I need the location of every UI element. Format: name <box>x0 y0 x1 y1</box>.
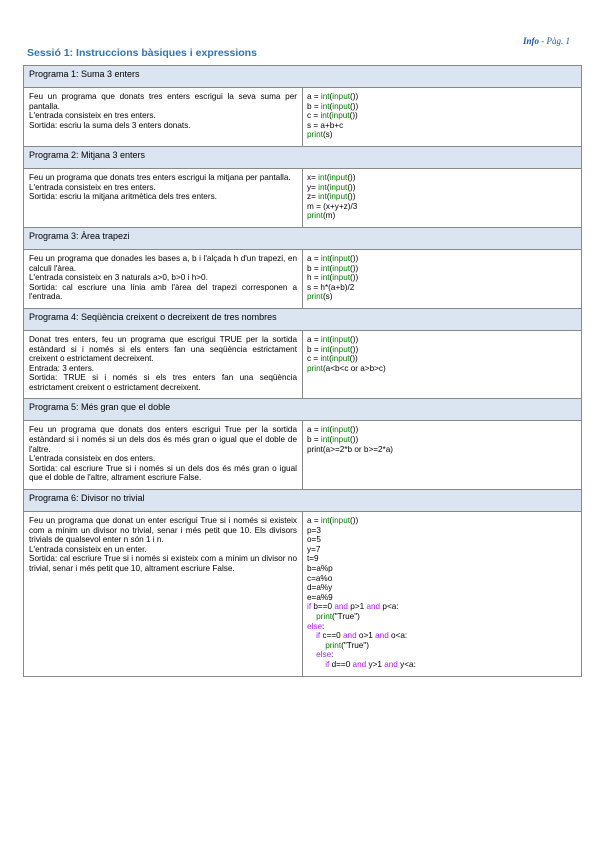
code-text: a = <box>307 92 321 101</box>
code-text: ( <box>329 334 333 344</box>
code-text: print(a>=2*b or b>=2*a) <box>307 444 394 454</box>
code-builtin: print <box>325 640 342 650</box>
code-builtin: input <box>329 172 348 182</box>
code-text: ()) <box>350 516 359 526</box>
code-text: ( <box>329 516 333 526</box>
code-text <box>307 612 316 621</box>
code-line <box>307 612 576 622</box>
code-text: (a<b<c or a>b>c) <box>322 363 386 373</box>
code-text: s = h*(a+b)/2 <box>307 282 355 292</box>
code-builtin: input <box>332 273 351 283</box>
code-text: b = <box>307 435 321 445</box>
code-line <box>307 425 576 435</box>
program-header-row <box>24 490 582 512</box>
code-text: m = (x+y+z)/3 <box>307 201 358 211</box>
code-builtin: int <box>318 192 327 202</box>
program-description <box>24 330 303 399</box>
description-line: Sortida: TRUE si i només si els tres enters fan una seqüència estrictament creixent o estrictament decreixent. <box>29 373 297 392</box>
code-builtin: input <box>332 92 351 101</box>
code-builtin: input <box>332 101 351 111</box>
code-text: ( <box>329 101 333 111</box>
code-text: a = <box>307 425 321 435</box>
description-line: Feu un programa que donats tres enters escrigui la mitjana per pantalla. <box>29 172 291 182</box>
code-text: ()) <box>350 425 359 435</box>
code-builtin: input <box>332 516 351 526</box>
description-line: Sortida: cal escriure True si i només si existeix com a mínim un divisor no trivial, senar i més petit que 10, altrament escriure False. <box>29 554 297 573</box>
code-builtin: int <box>320 354 330 364</box>
code-line <box>307 283 576 293</box>
code-text: o>1 <box>356 631 376 641</box>
code-line <box>307 545 576 555</box>
code-line <box>307 564 576 574</box>
code-line <box>307 516 576 526</box>
code-text: b = <box>307 344 321 354</box>
code-builtin: print <box>307 363 323 373</box>
code-builtin: print <box>307 211 323 221</box>
code-line <box>307 173 576 183</box>
code-text: ()) <box>350 344 359 354</box>
code-line <box>307 554 576 564</box>
code-line <box>307 435 576 445</box>
code-builtin: input <box>332 334 351 344</box>
code-text: ( <box>329 263 333 273</box>
code-line <box>307 574 576 584</box>
code-line <box>307 254 576 264</box>
program-body-row <box>24 88 582 147</box>
code-text <box>307 631 316 640</box>
program-code <box>303 421 582 490</box>
program-description <box>24 512 303 677</box>
code-line <box>307 202 576 212</box>
code-text: p>1 <box>348 602 367 612</box>
code-text: ( <box>326 172 330 182</box>
code-text: y>1 <box>366 659 385 669</box>
code-text: (s) <box>322 292 333 302</box>
code-line <box>307 130 576 140</box>
code-text <box>307 650 316 659</box>
code-text: (s) <box>322 130 333 140</box>
code-text: ( <box>329 253 333 263</box>
code-text: ()) <box>347 192 356 202</box>
code-line <box>307 660 576 670</box>
code-keyword: and <box>352 659 367 669</box>
code-builtin: int <box>320 111 330 121</box>
program-body-row <box>24 512 582 677</box>
code-line <box>307 593 576 603</box>
description-line: Donat tres enters, feu un programa que escrigui TRUE per la sortida estàndard si i només si els enters fan una seqüència estrictament creixent o estrictament decreixent. <box>29 334 297 364</box>
code-text: a = <box>307 253 321 263</box>
code-line <box>307 121 576 131</box>
code-builtin: print <box>307 130 323 140</box>
code-builtin: input <box>332 253 351 263</box>
code-builtin: int <box>320 92 330 101</box>
code-text: y= <box>307 182 319 192</box>
code-text: x= <box>307 172 319 182</box>
code-text: ()) <box>347 172 356 182</box>
code-text: : <box>322 621 325 631</box>
code-text: c = <box>307 111 321 121</box>
code-text: c=a%o <box>307 573 333 583</box>
code-text: b==0 <box>311 602 335 612</box>
program-description <box>24 421 303 490</box>
code-text: d=a%y <box>307 583 333 593</box>
code-builtin: print <box>307 292 323 302</box>
description-line: L'entrada consisteix en un enter. <box>29 544 147 554</box>
code-text: ( <box>329 354 332 364</box>
code-keyword: if <box>316 631 321 641</box>
code-text: p<a: <box>380 602 399 612</box>
code-builtin: int <box>320 435 330 445</box>
code-text: ()) <box>350 435 359 445</box>
code-line <box>307 211 576 221</box>
code-line <box>307 535 576 545</box>
code-text: h = <box>307 273 321 283</box>
code-text: (m) <box>322 211 336 221</box>
code-keyword: and <box>375 631 389 641</box>
program-code <box>303 512 582 677</box>
code-text: p=3 <box>307 525 321 535</box>
code-text: z= <box>307 192 319 202</box>
code-builtin: int <box>320 425 330 435</box>
program-code <box>303 249 582 308</box>
code-text: ( <box>329 92 333 101</box>
program-title: Programa 6: Divisor no trivial <box>24 490 582 512</box>
code-line <box>307 364 576 374</box>
description-line: Feu un programa que donades les bases a, b i l'alçada h d'un trapezi, en calculi l'àrea. <box>29 253 297 273</box>
code-text: ()) <box>350 334 359 344</box>
program-description <box>24 168 303 227</box>
program-header-row <box>24 399 582 421</box>
code-text: ()) <box>349 354 358 364</box>
program-header-row <box>24 146 582 168</box>
description-line: Feu un programa que donat un enter escrigui True si i només si existeix com a mínim un divisor no trivial, senar i més petit que 10. Els divisors trivials de qualsevol enter n són 1 i n. <box>29 516 297 545</box>
code-text: ("True") <box>332 611 360 621</box>
code-builtin: int <box>318 182 327 192</box>
code-line <box>307 526 576 536</box>
code-text: y<a: <box>397 659 416 669</box>
code-line <box>307 183 576 193</box>
code-builtin: input <box>331 354 350 364</box>
code-builtin: int <box>320 253 330 263</box>
code-line <box>307 602 576 612</box>
code-text: ("True") <box>341 640 369 650</box>
code-text: a = <box>307 334 321 344</box>
code-line <box>307 622 576 632</box>
code-text: ( <box>329 344 333 354</box>
code-line <box>307 273 576 283</box>
code-builtin: int <box>320 101 330 111</box>
code-line <box>307 583 576 593</box>
program-title: Programa 4: Seqüència creixent o decreixent de tres nombres <box>24 308 582 330</box>
code-text: c = <box>307 354 321 364</box>
code-text: o<a: <box>388 631 408 641</box>
description-line: Sortida: escriu la mitjana aritmètica dels tres enters. <box>29 192 217 202</box>
code-text <box>307 641 325 650</box>
code-text: ( <box>326 182 330 192</box>
code-text: d==0 <box>329 659 353 669</box>
code-builtin: input <box>329 182 348 192</box>
code-builtin: input <box>332 425 351 435</box>
code-text: t=9 <box>307 554 319 564</box>
code-text: ()) <box>350 263 359 273</box>
description-line: Feu un programa que donats tres enters escrigui la seva suma per pantalla. <box>29 92 297 111</box>
code-keyword: else <box>307 621 323 631</box>
program-code <box>303 330 582 399</box>
program-body-row <box>24 330 582 399</box>
code-line <box>307 102 576 112</box>
code-text: ()) <box>349 111 358 121</box>
code-builtin: input <box>329 192 348 202</box>
code-builtin: int <box>320 344 330 354</box>
code-text: ()) <box>350 101 359 111</box>
code-text: b = <box>307 263 321 273</box>
code-keyword: and <box>366 602 381 612</box>
description-line: L'entrada consisteix en tres enters. <box>29 182 156 192</box>
code-line <box>307 292 576 302</box>
code-line <box>307 354 576 364</box>
program-header-row <box>24 227 582 249</box>
description-line: Sortida: cal escriure True si i només si un dels dos és més gran o igual que el doble de l'altre, altrament escriure False. <box>29 463 297 483</box>
code-text: ()) <box>350 92 359 101</box>
description-line: Sortida: escriu la suma dels 3 enters donats. <box>29 120 191 130</box>
code-builtin: int <box>320 263 330 273</box>
code-line <box>307 641 576 651</box>
code-builtin: int <box>320 334 330 344</box>
program-body-row <box>24 421 582 490</box>
code-text: s = a+b+c <box>307 120 344 130</box>
code-text: ( <box>326 192 330 202</box>
programs-table <box>23 65 582 677</box>
program-title: Programa 3: Àrea trapezi <box>24 227 582 249</box>
page-suffix: - Pàg. 1 <box>539 36 570 46</box>
page-prefix: Info <box>522 36 539 46</box>
section-title: Sessió 1: Instruccions bàsiques i expressions <box>27 47 257 59</box>
description-line: Sortida: cal escriure una línia amb l'àrea del trapezi corresponen a l'entrada. <box>29 282 297 302</box>
program-body-row <box>24 249 582 308</box>
code-line <box>307 192 576 202</box>
code-text: b = <box>307 101 321 111</box>
code-builtin: int <box>320 516 330 526</box>
description-line: L'entrada consisteix en tres enters. <box>29 111 156 121</box>
code-builtin: input <box>332 263 351 273</box>
program-code <box>303 88 582 147</box>
description-line: Feu un programa que donats dos enters escrigui True per la sortida estàndard si i només si un dels dos és més gran o igual que el doble de l'altre. <box>29 425 297 454</box>
page-number <box>523 36 570 46</box>
code-line <box>307 92 576 102</box>
program-description <box>24 249 303 308</box>
program-title: Programa 5: Més gran que el doble <box>24 399 582 421</box>
code-text: e=a%9 <box>307 592 333 602</box>
code-text: c==0 <box>320 631 343 641</box>
program-header-row <box>24 308 582 330</box>
code-line <box>307 264 576 274</box>
description-line: L'entrada consisteix en dos enters. <box>29 454 156 464</box>
code-text: ()) <box>347 182 356 192</box>
code-text: ( <box>329 273 333 283</box>
program-description <box>24 88 303 147</box>
code-line <box>307 345 576 355</box>
code-builtin: input <box>332 435 351 445</box>
description-line: Entrada: 3 enters. <box>29 363 95 373</box>
code-builtin: print <box>316 611 333 621</box>
program-title: Programa 2: Mitjana 3 enters <box>24 146 582 168</box>
program-body-row <box>24 168 582 227</box>
program-title: Programa 1: Suma 3 enters <box>24 66 582 88</box>
code-line <box>307 650 576 660</box>
code-text: ( <box>329 111 332 121</box>
program-code <box>303 168 582 227</box>
code-keyword: and <box>384 659 398 669</box>
code-text: ( <box>329 425 333 435</box>
code-text <box>307 660 325 669</box>
code-keyword: if <box>325 659 330 669</box>
code-keyword: and <box>334 602 348 612</box>
code-text: ()) <box>350 273 359 283</box>
code-line <box>307 111 576 121</box>
code-line <box>307 335 576 345</box>
code-keyword: else <box>316 650 332 660</box>
code-builtin: input <box>332 344 351 354</box>
code-text: b=a%p <box>307 564 333 573</box>
code-text: a = <box>307 516 321 526</box>
code-keyword: if <box>307 602 312 612</box>
code-builtin: int <box>320 273 330 283</box>
code-text: ()) <box>350 253 359 263</box>
code-builtin: int <box>318 172 327 182</box>
code-text: : <box>331 650 334 660</box>
code-text: y=7 <box>307 544 321 554</box>
code-line <box>307 445 576 455</box>
description-line: L'entrada consisteix en 3 naturals a>0, b>0 i h>0. <box>29 273 208 283</box>
code-text: o=5 <box>307 535 321 545</box>
code-text: ( <box>329 435 333 445</box>
code-line <box>307 631 576 641</box>
program-header-row <box>24 66 582 88</box>
code-builtin: input <box>331 111 350 121</box>
code-keyword: and <box>342 631 357 641</box>
